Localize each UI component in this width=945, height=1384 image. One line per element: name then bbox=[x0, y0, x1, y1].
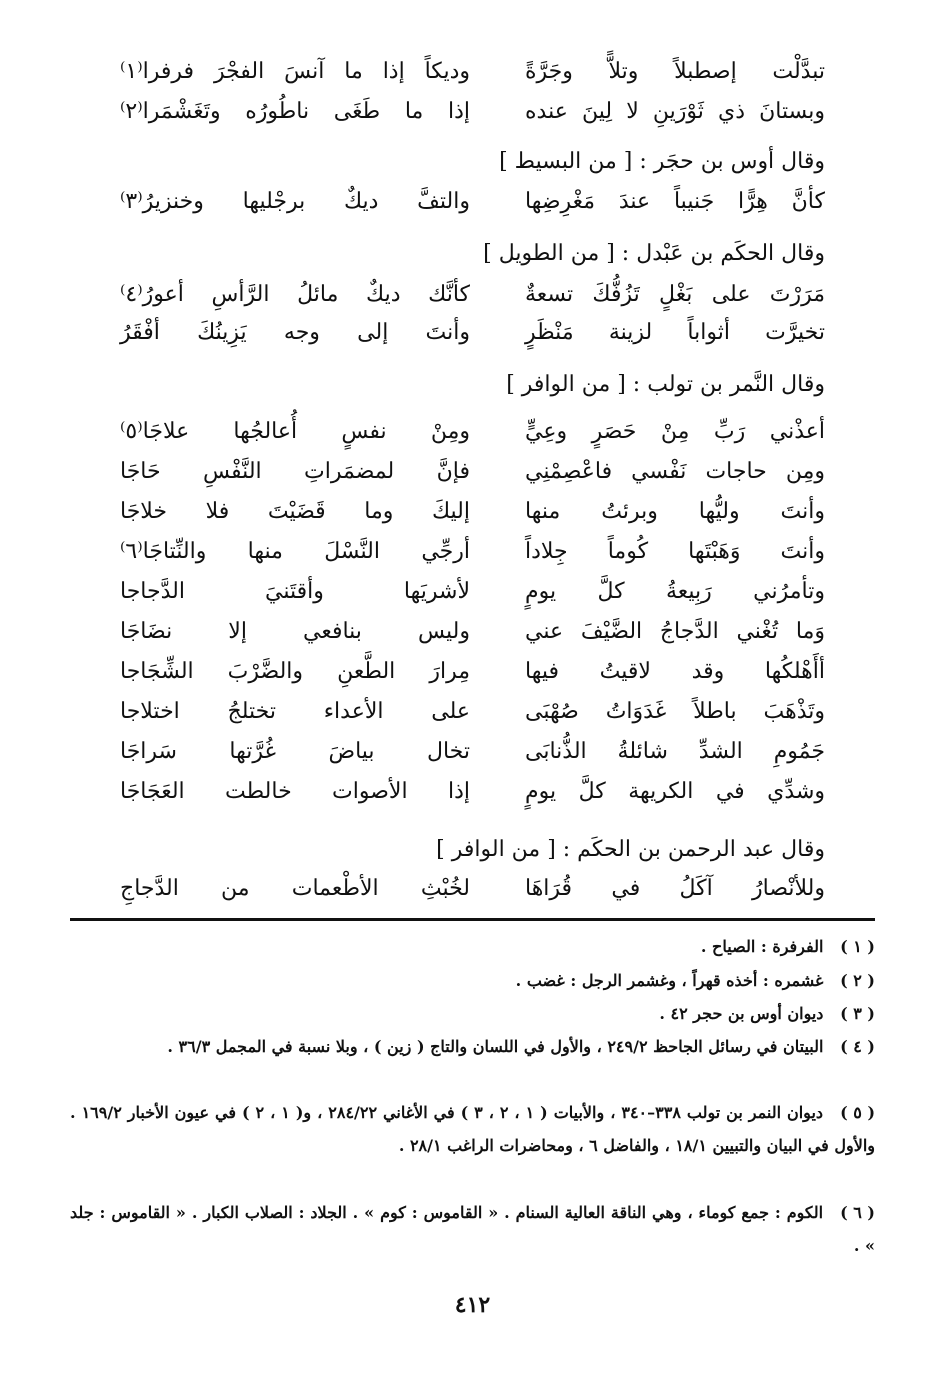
footnote bbox=[70, 1030, 875, 1063]
verse-first-hemistich: أأَهْلكُها وقد لاقيتُ فيها bbox=[525, 659, 825, 684]
footnote bbox=[70, 930, 875, 963]
verse-line bbox=[120, 772, 825, 812]
footnote-text: ديوان أوس بن حجر ٤٢ . bbox=[659, 1004, 824, 1023]
verse-second-hemistich: وليس بنافعي إلا نضَاجَا bbox=[120, 619, 470, 644]
footnote-text: غشمره : أخذه قهراً ، وغشمر الرجل : غضب . bbox=[515, 971, 824, 990]
verse-first-hemistich: مَرَرْتَ على بَغْلٍ تَزُفُّكَ تسعةٌ bbox=[525, 282, 825, 307]
verse-first-hemistich: وأنتَ وَهَبْتَها كُوماً جِلاداً bbox=[525, 539, 825, 564]
verse-first-hemistich: وبستانَ ذي ثَوْرَينِ لا لِينَ عنده bbox=[525, 99, 825, 124]
verse-line bbox=[120, 313, 825, 353]
verse-second-hemistich: لأشريَها وأقتَنيَ الدَّجاجا bbox=[120, 579, 470, 604]
verse-first-hemistich: وَما تُغْني الدَّجاجُ الضَّيْفَ عني bbox=[525, 619, 825, 644]
verse-first-hemistich: تبدَّلْت إصطبلاً وتلاًّ وجَرَّةً bbox=[525, 59, 825, 84]
verse-line bbox=[120, 572, 825, 612]
verse-line bbox=[120, 275, 825, 315]
verse-second-hemistich: مِرارَ الطَّعنِ والضَّرْبَ الشِّجَاجا bbox=[120, 659, 470, 684]
verse-line bbox=[120, 452, 825, 492]
footnote bbox=[70, 1196, 875, 1262]
verse-first-hemistich: كأنَّ هِرًّا جَنيباً عندَ مَغْرِضِها bbox=[525, 189, 825, 214]
verse-line bbox=[120, 532, 825, 572]
verse-line bbox=[120, 612, 825, 652]
verse-first-hemistich: أعذْني رَبِّ مِنْ حَصَرٍ وعِيٍّ bbox=[525, 419, 825, 444]
footnote-number: ( ٣ ) bbox=[840, 1004, 875, 1023]
verse-second-hemistich: والتفَّ ديكٌ برجْليها وخنزيرُ⁽٣⁾ bbox=[120, 189, 470, 214]
verse-line bbox=[120, 412, 825, 452]
poem-intro: وقال النَّمر بن تولب : [ من الوافر ] bbox=[506, 372, 825, 397]
footnote bbox=[70, 1096, 875, 1162]
verse-first-hemistich: وتأمرُني رَبِيعةُ كلَّ يومٍ bbox=[525, 579, 825, 604]
footnote-text: البيتان في رسائل الجاحظ ٢٤٩/٢ ، والأول في اللسان والتاج ( زين ) ، وبلا نسبة في المجمل ٣٦/٣ . bbox=[167, 1037, 824, 1056]
verse-line bbox=[120, 182, 825, 222]
page-number: ٤١٢ bbox=[454, 1292, 491, 1318]
verse-first-hemistich: جَمُومِ الشدِّ شائلةُ الذُّنابَى bbox=[525, 739, 825, 764]
verse-second-hemistich: إليكَ وما قَضَيْتَ فلا خلاجَا bbox=[120, 499, 470, 524]
verse-first-hemistich: تخيرَّت أثواباً لزينة مَنْظَرٍ bbox=[525, 320, 825, 345]
verse-line bbox=[120, 652, 825, 692]
verse-line bbox=[120, 732, 825, 772]
verse-second-hemistich: كأنَّك ديكٌ مائلُ الرَّأسِ أعورُ⁽٤⁾ bbox=[120, 282, 470, 307]
footnote-text: الكوم : جمع كوماء ، وهي الناقة العالية السنام . « القاموس : كوم » . الجلاد : الصلاب الكبار . « القاموس : جلد » . bbox=[70, 1203, 875, 1255]
footnote bbox=[70, 964, 875, 997]
verse-first-hemistich: ومِن حاجات نَفْسي فاعْصِمْنِي bbox=[525, 459, 825, 484]
verse-second-hemistich: على الأعداء تختلجُ اختلاجا bbox=[120, 699, 470, 724]
verse-second-hemistich: فإنَّ لمضمَراتِ النَّفْسِ حَاجَا bbox=[120, 459, 470, 484]
verse-first-hemistich: وأنتَ وليُّها وبرئتُ منها bbox=[525, 499, 825, 524]
footnote-number: ( ٦ ) bbox=[840, 1203, 875, 1222]
footnote-divider bbox=[70, 918, 875, 921]
verse-second-hemistich: لخُبْثِ الأطْعمات من الدَّجاجِ bbox=[120, 876, 470, 901]
footnote-number: ( ١ ) bbox=[840, 937, 875, 956]
footnote-number: ( ٢ ) bbox=[840, 971, 875, 990]
poem-intro: وقال عبد الرحمن بن الحكَم : [ من الوافر ] bbox=[436, 837, 825, 862]
poem-intro: وقال أوس بن حجَر : [ من البسيط ] bbox=[499, 149, 825, 174]
verse-second-hemistich: إذا الأصوات خالطت العَجَاجَا bbox=[120, 779, 470, 804]
footnote-number: ( ٤ ) bbox=[840, 1037, 875, 1056]
verse-line bbox=[120, 92, 825, 132]
verse-line bbox=[120, 869, 825, 909]
verse-second-hemistich: ومِنْ نفسٍ أُعالجُها علاجَا⁽٥⁾ bbox=[120, 419, 470, 444]
verse-second-hemistich: تخال بياضَ غُرَّتها سَراجَا bbox=[120, 739, 470, 764]
verse-line bbox=[120, 52, 825, 92]
verse-first-hemistich: وتَذْهَبَ باطلاً غَدَوَاتُ صُهْبَى bbox=[525, 699, 825, 724]
footnote-text: ديوان النمر بن تولب ٣٣٨–٣٤٠ ، والأبيات ( ١ ، ٢ ، ٣ ) في الأغاني ٢٨٤/٢٢ ، و( ١ ، ٢ ) في عيون الأخبار ١٦٩/٢ . والأول في البيان والتبيين ١٨/١ ، والفاضل ٦ ، ومحاضرات الراغب ٢٨/١ . bbox=[70, 1103, 875, 1155]
verse-line bbox=[120, 492, 825, 532]
footnote-text: الفرفرة : الصياح . bbox=[700, 937, 824, 956]
verse-line bbox=[120, 692, 825, 732]
verse-first-hemistich: وشدِّي في الكريهة كلَّ يومٍ bbox=[525, 779, 825, 804]
verse-first-hemistich: وللأنْصارُ آكَلُ في قُرَاهَا bbox=[525, 876, 825, 901]
verse-second-hemistich: أرجِّي النَّسْلَ منها والنِّتاجَا⁽٦⁾ bbox=[120, 539, 470, 564]
verse-second-hemistich: إذا ما طَغَى ناطُورُه وتَغَشْمَرا⁽٢⁾ bbox=[120, 99, 470, 124]
footnote bbox=[70, 997, 875, 1030]
verse-second-hemistich: وأنتَ إلى وجه يَزِينُكَ أفْقَرُ bbox=[120, 320, 470, 345]
poem-intro: وقال الحكَم بن عَبْدل : [ من الطويل ] bbox=[483, 241, 825, 266]
verse-second-hemistich: وديكاً إذا ما آنسَ الفجْرَ فرفرا⁽١⁾ bbox=[120, 59, 470, 84]
footnote-number: ( ٥ ) bbox=[840, 1103, 876, 1122]
